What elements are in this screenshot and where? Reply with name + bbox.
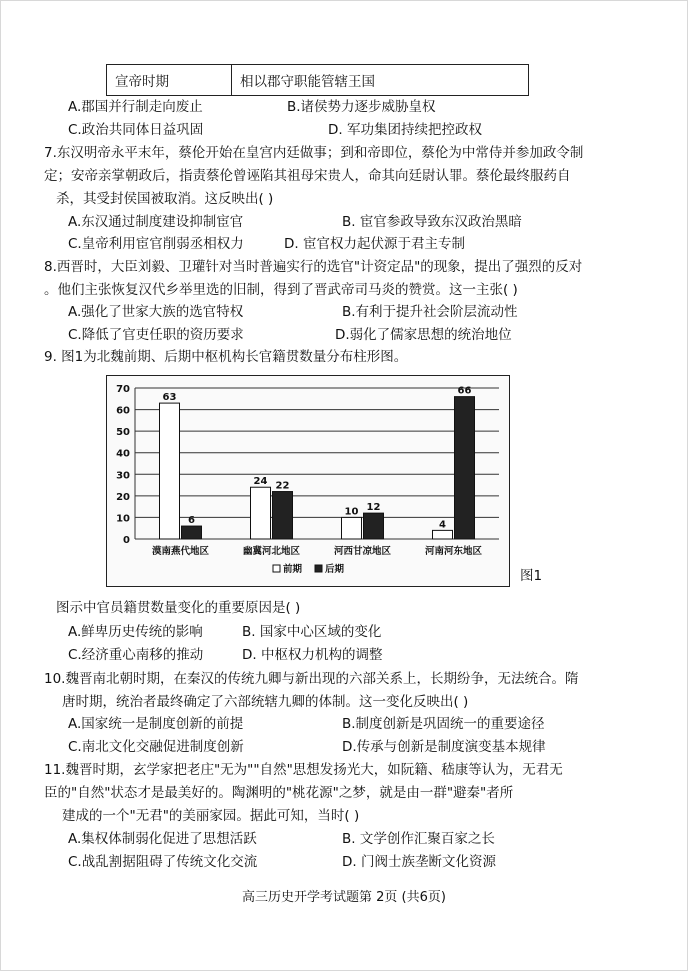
data-label: 10: [344, 506, 359, 518]
y-tick-label: 60: [116, 405, 130, 417]
q7-option-b[interactable]: B. 宦官参政导致东汉政治黑暗: [342, 214, 522, 230]
bar-前期-河南河东地区: [433, 530, 453, 539]
q8-stem-line2: 。他们主张恢复汉代乡举里选的旧制，得到了晋武帝司马炎的赞赏。这一主张( ): [44, 282, 518, 298]
q11-option-c[interactable]: C.战乱割据阻碍了传统文化交流: [68, 854, 258, 870]
x-tick-label: 河南河东地区: [424, 546, 483, 557]
q7-stem-line1: 7.东汉明帝永平末年，蔡伦开始在皇宫内廷做事；到和帝即位，蔡伦为中常侍并参加政令制: [44, 145, 584, 161]
bar-后期-幽冀河北地区: [273, 492, 293, 539]
q6-option-c[interactable]: C.政治共同体日益巩固: [68, 122, 204, 138]
q8-option-c[interactable]: C.降低了官吏任职的资历要求: [68, 327, 244, 343]
q10-option-d[interactable]: D.传承与创新是制度演变基本规律: [342, 739, 546, 755]
bar-前期-河西甘凉地区: [342, 517, 362, 539]
q7-stem-line3: 杀，其受封侯国被取消。这反映出( ): [56, 191, 274, 207]
data-label: 4: [439, 519, 446, 531]
q9-option-c[interactable]: C.经济重心南移的推动: [68, 647, 204, 663]
q10-option-a[interactable]: A.国家统一是制度创新的前提: [68, 716, 244, 732]
bar-后期-河南河东地区: [455, 397, 475, 539]
page-footer: 高三历史开学考试题第 2页 (共6页): [242, 890, 446, 905]
data-label: 24: [253, 476, 268, 488]
table-cell-period: 宣帝时期: [107, 65, 232, 96]
data-label: 63: [162, 392, 177, 404]
q7-stem-line2: 定；安帝亲掌朝政后，指责蔡伦曾诬陷其祖母宋贵人，命其向廷尉认罪。蔡伦最终服药自: [44, 168, 571, 184]
data-label: 12: [366, 502, 381, 514]
y-tick-label: 50: [116, 427, 130, 439]
bar-chart: [106, 375, 510, 587]
y-tick-label: 40: [116, 448, 130, 460]
y-tick-label: 20: [116, 491, 130, 503]
q11-stem-line1: 11.魏晋时期，玄学家把老庄"无为""自然"思想发扬光大，如阮籍、嵇康等认为，无君无: [44, 762, 563, 778]
x-tick-label: 河西甘凉地区: [333, 546, 392, 557]
q9-option-b[interactable]: B. 国家中心区域的变化: [242, 624, 382, 640]
q9-stem: 9. 图1为北魏前期、后期中枢机构长官籍贯数量分布柱形图。: [44, 349, 408, 365]
q11-stem-line3: 建成的一个"无君"的美丽家园。据此可知，当时( ): [62, 808, 360, 824]
table-cell-content: 相以郡守职能管辖王国: [232, 65, 529, 96]
q9-option-a[interactable]: A.鲜卑历史传统的影响: [68, 624, 203, 640]
figure-label: 图1: [520, 568, 543, 584]
data-label: 66: [457, 385, 472, 397]
y-tick-label: 0: [123, 535, 130, 546]
q7-option-d[interactable]: D. 宦官权力起伏源于君主专制: [284, 236, 465, 252]
q9-question: 图示中官员籍贯数量变化的重要原因是( ): [56, 600, 301, 616]
q10-option-b[interactable]: B.制度创新是巩固统一的重要途径: [342, 716, 545, 732]
y-tick-label: 10: [116, 513, 130, 525]
bar-前期-漠南燕代地区: [160, 403, 180, 539]
q11-option-b[interactable]: B. 文学创作汇聚百家之长: [342, 831, 495, 847]
q7-option-a[interactable]: A.东汉通过制度建设抑制宦官: [68, 214, 244, 230]
bar-前期-幽冀河北地区: [251, 487, 271, 539]
y-tick-label: 30: [116, 470, 130, 482]
legend-swatch-前期: [273, 565, 280, 572]
q8-option-a[interactable]: A.强化了世家大族的选官特权: [68, 304, 244, 320]
data-label: 6: [188, 515, 195, 527]
q8-stem-line1: 8.西晋时，大臣刘毅、卫瓘针对当时普遍实行的选官"计资定品"的现象，提出了强烈的反对: [44, 259, 583, 275]
bar-后期-河西甘凉地区: [364, 513, 384, 539]
q8-option-b[interactable]: B.有利于提升社会阶层流动性: [342, 304, 518, 320]
table-row: [107, 65, 529, 96]
q6-option-a[interactable]: A.郡国并行制走向废止: [68, 99, 203, 115]
q6-option-b[interactable]: B.诸侯势力逐步威胁皇权: [287, 99, 436, 115]
info-table: [106, 64, 529, 96]
data-label: 22: [275, 480, 290, 492]
q8-option-d[interactable]: D.弱化了儒家思想的统治地位: [335, 327, 512, 343]
bar-后期-漠南燕代地区: [182, 526, 202, 539]
q6-option-d[interactable]: D. 军功集团持续把控政权: [328, 122, 482, 138]
q11-stem-line2: 臣的"自然"状态才是最美好的。陶渊明的"桃花源"之梦，就是由一群"避秦"者所: [44, 785, 514, 801]
q10-option-c[interactable]: C.南北文化交融促进制度创新: [68, 739, 244, 755]
q11-option-a[interactable]: A.集权体制弱化促进了思想活跃: [68, 831, 257, 847]
x-tick-label: 幽冀河北地区: [242, 546, 301, 557]
x-tick-label: 漠南燕代地区: [151, 546, 210, 557]
legend-swatch-后期: [315, 565, 322, 572]
q10-stem-line2: 唐时期，统治者最终确定了六部统辖九卿的体制。这一变化反映出( ): [62, 694, 469, 710]
legend-label: 后期: [325, 564, 345, 575]
q7-option-c[interactable]: C.皇帝利用宦官削弱丞相权力: [68, 236, 244, 252]
q10-stem-line1: 10.魏晋南北朝时期，在秦汉的传统九卿与新出现的六部关系上，长期纷争，无法统合。隋: [44, 671, 579, 687]
y-tick-label: 70: [116, 384, 130, 395]
q9-option-d[interactable]: D. 中枢权力机构的调整: [242, 647, 383, 663]
legend-label: 前期: [283, 564, 303, 575]
bar-chart-svg: [107, 376, 509, 586]
q11-option-d[interactable]: D. 门阀士族垄断文化资源: [342, 854, 496, 870]
